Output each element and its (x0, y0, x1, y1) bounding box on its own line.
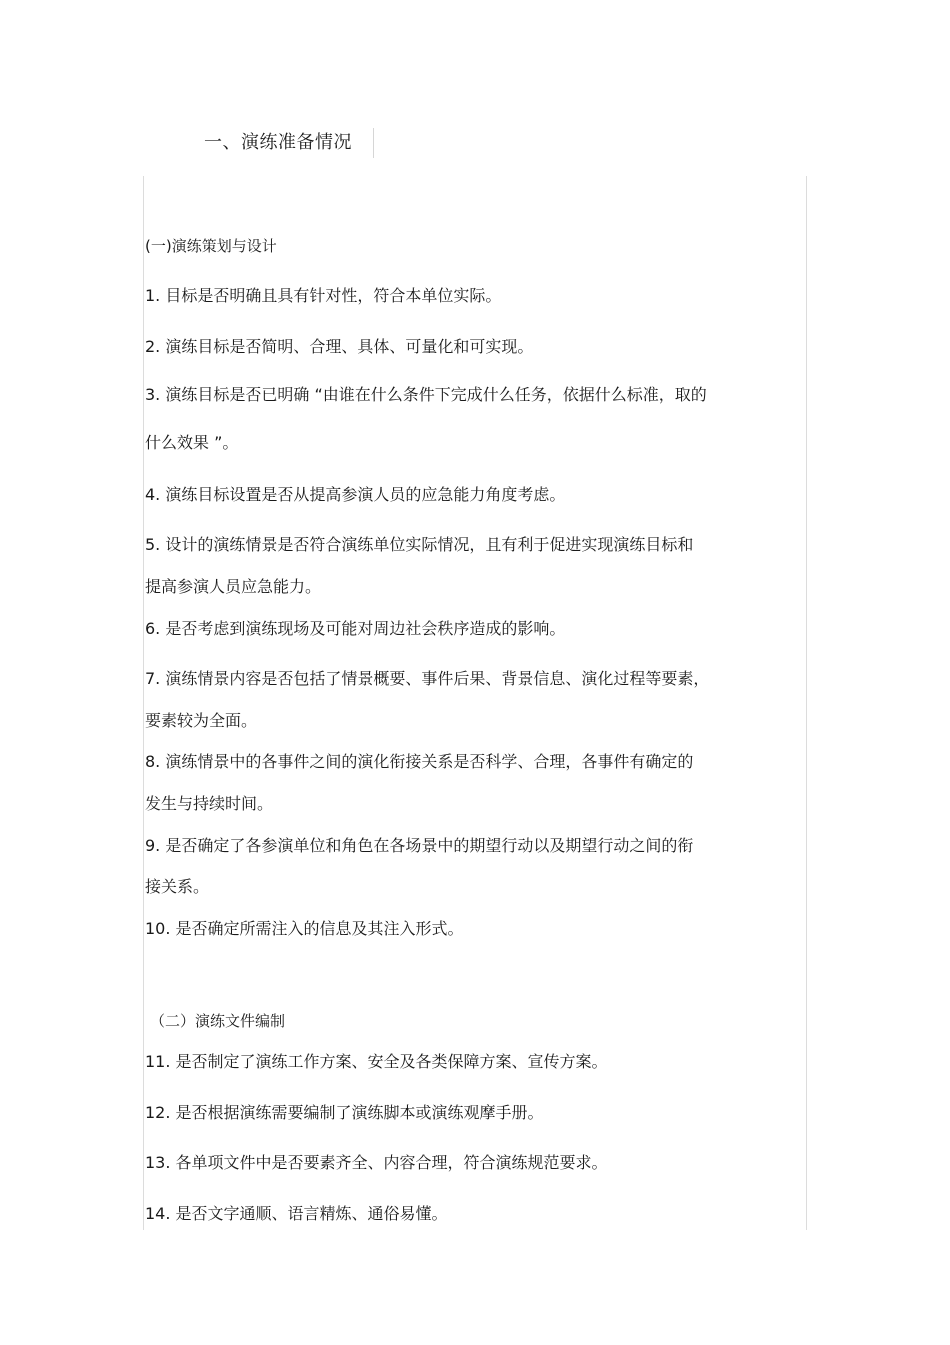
checklist-line: 14. 是否文字通顺、语言精炼、通俗易懂。 (145, 1204, 448, 1223)
checklist-line: 什么效果 ”。 (145, 433, 239, 452)
checklist-line: 11. 是否制定了演练工作方案、安全及各类保障方案、宣传方案。 (145, 1052, 608, 1071)
checklist-line: 2. 演练目标是否简明、合理、具体、可量化和可实现。 (145, 337, 534, 356)
checklist-line: 发生与持续时间。 (145, 794, 274, 813)
checklist-line: 3. 演练目标是否已明确 “由谁在什么条件下完成什么任务，依据什么标准，取的 (145, 385, 707, 404)
checklist-line: 12. 是否根据演练需要编制了演练脚本或演练观摩手册。 (145, 1103, 544, 1122)
title-divider (373, 128, 374, 158)
checklist-line: 接关系。 (145, 877, 210, 896)
frame-right-border (806, 176, 807, 1230)
page-title: 一、演练准备情况 (204, 132, 352, 153)
checklist-line: 5. 设计的演练情景是否符合演练单位实际情况，且有利于促进实现演练目标和 (145, 535, 694, 554)
checklist-line: 要素较为全面。 (145, 711, 258, 730)
section-heading: （二）演练文件编制 (150, 1012, 286, 1030)
checklist-line: 10. 是否确定所需注入的信息及其注入形式。 (145, 919, 464, 938)
checklist-line: 6. 是否考虑到演练现场及可能对周边社会秩序造成的影响。 (145, 619, 566, 638)
checklist-line: 7. 演练情景内容是否包括了情景概要、事件后果、背景信息、演化过程等要素， (145, 669, 710, 688)
checklist-line: 8. 演练情景中的各事件之间的演化衔接关系是否科学、合理，各事件有确定的 (145, 752, 694, 771)
checklist-line: 13. 各单项文件中是否要素齐全、内容合理，符合演练规范要求。 (145, 1153, 608, 1172)
checklist-line: 提高参演人员应急能力。 (145, 577, 322, 596)
checklist-line: 1. 目标是否明确且具有针对性，符合本单位实际。 (145, 286, 502, 305)
checklist-line: 4. 演练目标设置是否从提高参演人员的应急能力角度考虑。 (145, 485, 566, 504)
checklist-line: 9. 是否确定了各参演单位和角色在各场景中的期望行动以及期望行动之间的衔 (145, 836, 694, 855)
frame-left-border (143, 176, 144, 1230)
section-heading: (一)演练策划与设计 (145, 237, 277, 255)
